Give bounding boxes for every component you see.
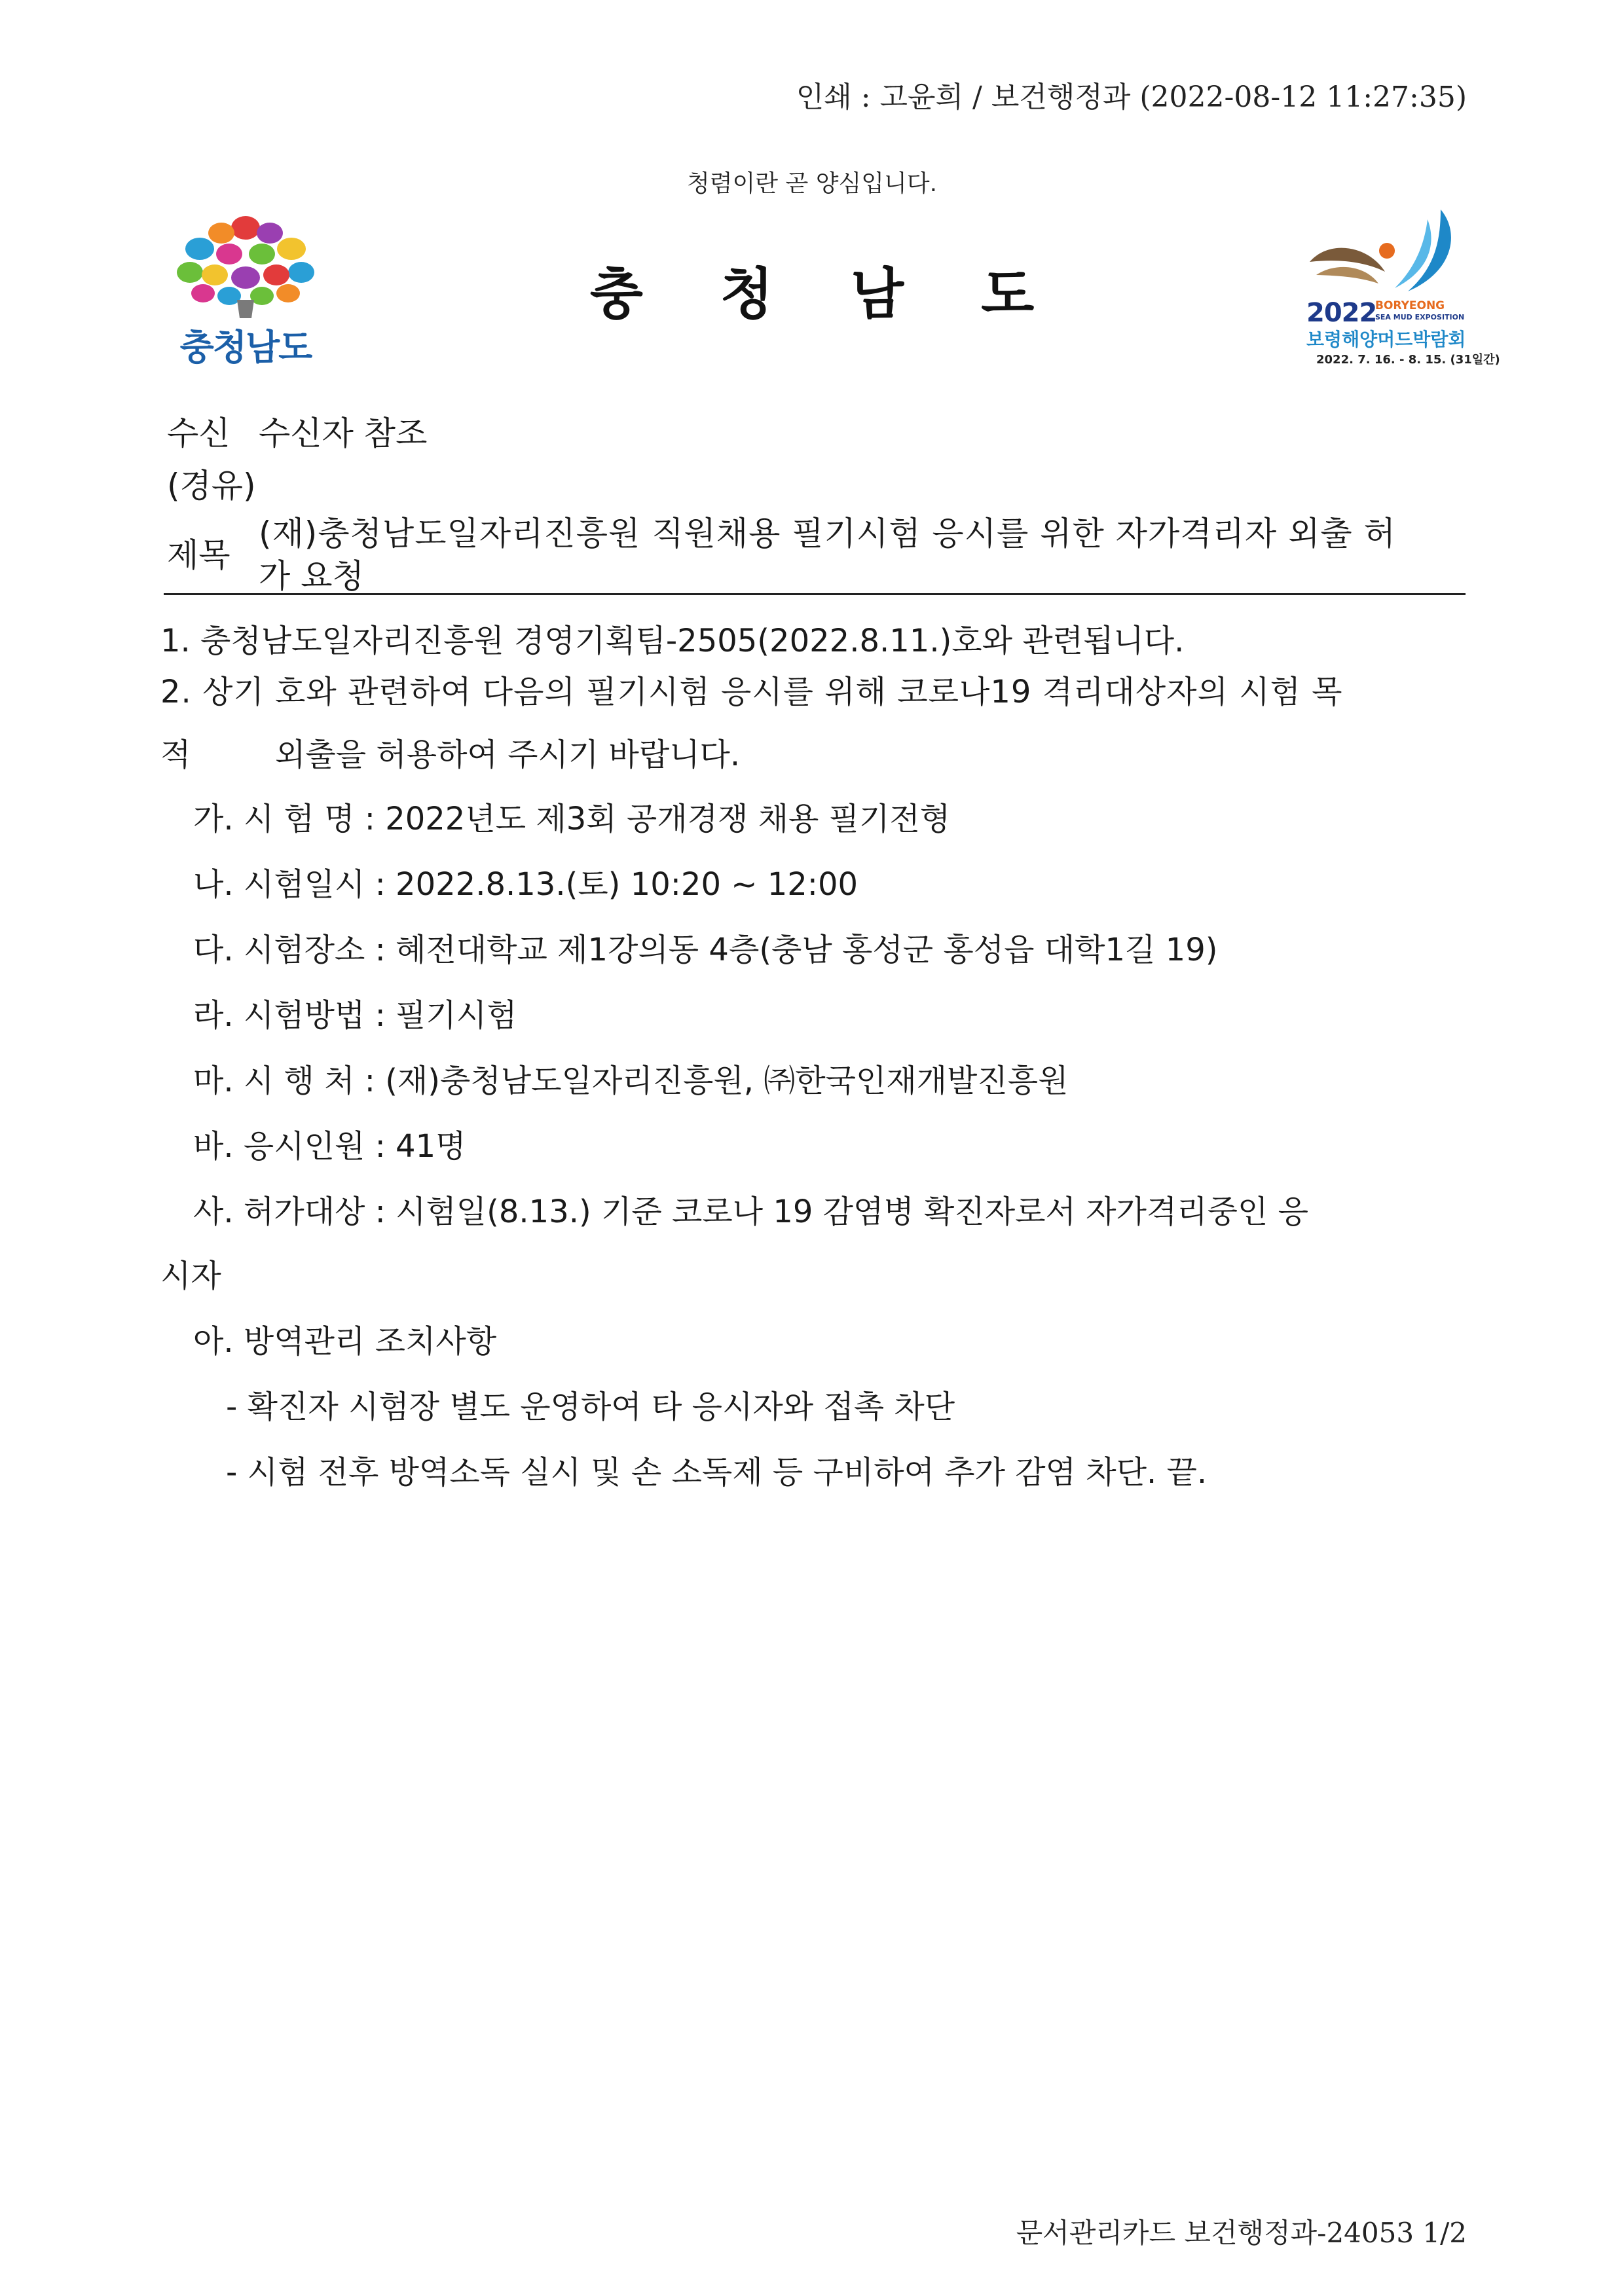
item-da: 다. 시험장소 : 혜전대학교 제1강의동 4층(충남 홍성군 홍성읍 대학1길 19): [193, 932, 1218, 968]
measure-2: - 시험 전후 방역소독 실시 및 손 소독제 등 구비하여 추가 감염 차단. 끝.: [226, 1454, 1208, 1491]
item-ga: 가. 시 험 명 : 2022년도 제3회 공개경쟁 채용 필기전형: [193, 801, 951, 837]
item-a: 아. 방역관리 조치사항: [193, 1323, 497, 1360]
subject-label: 제목: [167, 536, 231, 574]
via-label: (경유): [167, 467, 256, 505]
expo-korean-name: 보령해양머드박람회: [1306, 329, 1466, 350]
paragraph-2-line2-b: 외출을 허용하여 주시기 바랍니다.: [275, 737, 741, 773]
paragraph-2-line1: 2. 상기 호와 관련하여 다음의 필기시험 응시를 위해 코로나19 격리대상자의 시험 목: [160, 674, 1343, 710]
subject-line2: 가 요청: [259, 557, 364, 595]
footer-doc-card: 문서관리카드 보건행정과-24053 1/2: [1016, 2217, 1467, 2249]
item-sa-continued: 시자: [160, 1258, 221, 1294]
item-ma: 마. 시 행 처 : (재)충청남도일자리진흥원, ㈜한국인재개발진흥원: [193, 1063, 1069, 1099]
expo-en-line2: SEA MUD EXPOSITION: [1375, 313, 1465, 321]
motto: 청렴이란 곧 양심입니다.: [686, 170, 938, 197]
paragraph-1: 1. 충청남도일자리진흥원 경영기획팀-2505(2022.8.11.)호와 관련됩니다.: [160, 623, 1185, 659]
expo-year: 2022: [1306, 298, 1377, 328]
item-na: 나. 시험일시 : 2022.8.13.(토) 10:20 ~ 12:00: [193, 866, 858, 903]
expo-en-line1: BORYEONG: [1375, 299, 1445, 312]
logo-left-text: 충청남도: [179, 327, 312, 368]
header-divider: [164, 593, 1466, 595]
subject-line1: (재)충청남도일자리진흥원 직원채용 필기시험 응시를 위한 자가격리자 외출 허: [259, 515, 1396, 553]
print-info: 인쇄 : 고윤희 / 보건행정과 (2022-08-12 11:27:35): [796, 81, 1467, 114]
expo-english-name: [1375, 300, 1467, 323]
measure-1: - 확진자 시험장 별도 운영하여 타 응시자와 접촉 차단: [226, 1389, 955, 1425]
item-sa: 사. 허가대상 : 시험일(8.13.) 기준 코로나 19 감염병 확진자로서 자가격리중인 응: [193, 1194, 1308, 1230]
org-title: 충청남도: [589, 262, 1112, 326]
recipient-value: 수신자 참조: [259, 414, 428, 452]
expo-dates: 2022. 7. 16. - 8. 15. (31일간): [1316, 353, 1500, 367]
item-ra: 라. 시험방법 : 필기시험: [193, 997, 517, 1034]
paragraph-2-line2-a: 적: [160, 737, 191, 773]
item-ba: 바. 응시인원 : 41명: [193, 1128, 466, 1165]
recipient-label: 수신: [167, 414, 231, 452]
